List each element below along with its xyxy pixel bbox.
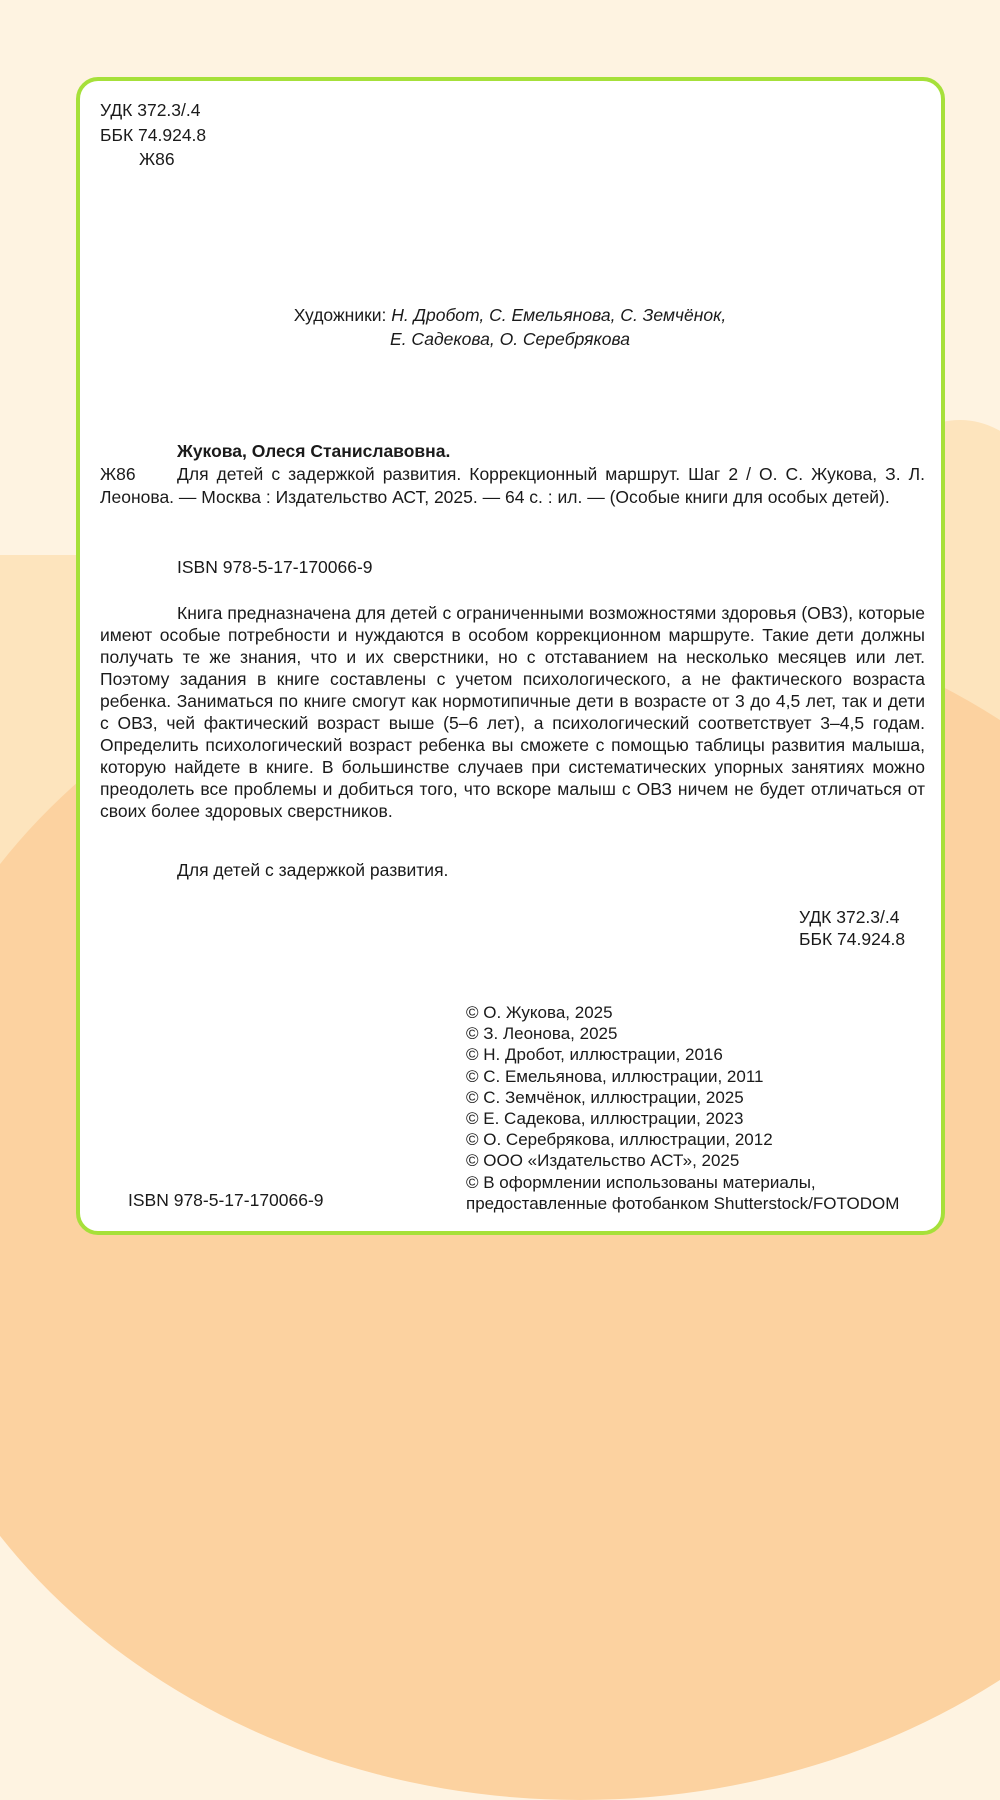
udk-top: УДК 372.3/.4 xyxy=(100,100,201,120)
isbn-main: ISBN 978-5-17-170066-9 xyxy=(177,557,373,577)
annotation-text: Книга предназначена для детей с ограниченными возможностями здоровья (ОВЗ), которые имеют особые потребности и нуждаются в особом коррекционном маршруте. Такие дети должны получать те же знания, что и их сверстники, но с отставанием на несколько месяцев или лет. Поэтому задания в книге составлены с учетом психологического, а не фактического возраста ребенка. Заниматься по книге смогут как нормотипичные дети в возрасте от 3 до 4,5 лет, так и дети с ОВЗ, чей фактический возраст выше (5–6 лет), а психологический соответствует 3–4,5 годам. Определить психологический возраст ребенка вы сможете с помощью таблицы развития малыша, которую найдете в книге. В большинстве случаев при систематических упорных занятиях можно преодолеть все проблемы и добиться того, что вскоре малыш с ОВЗ ничем не будет отличаться от своих более здоровых сверстников. xyxy=(100,603,925,821)
artists-names-2: Е. Садекова, О. Серебрякова xyxy=(390,329,630,349)
artists-line-1 xyxy=(160,303,860,327)
bbk-right: ББК 74.924.8 xyxy=(799,929,906,949)
bibliographic-author: Жукова, Олеся Станиславовна. xyxy=(177,441,451,461)
bbk-top: ББК 74.924.8 xyxy=(100,125,207,145)
audience-note: Для детей с задержкой развития. xyxy=(177,860,449,880)
copyright-line: © З. Леонова, 2025 xyxy=(466,1024,618,1044)
copyright-line: © С. Земчёнок, иллюстрации, 2025 xyxy=(466,1087,744,1107)
classification-codes-right xyxy=(799,906,924,950)
author-mark-top: Ж86 xyxy=(139,149,175,169)
artists-names-1: Н. Дробот, С. Емельянова, С. Земчёнок, xyxy=(391,305,727,325)
copyright-line: © О. Серебрякова, иллюстрации, 2012 xyxy=(466,1130,773,1150)
artists-label: Художники: xyxy=(293,305,387,325)
artists-line-2 xyxy=(160,327,860,351)
copyright-line: © Н. Дробот, иллюстрации, 2016 xyxy=(466,1045,723,1065)
copyright-line: © О. Жукова, 2025 xyxy=(466,1003,613,1022)
bibliographic-entry xyxy=(100,463,925,509)
bibliographic-entry-text: Для детей с задержкой развития. Коррекционный маршрут. Шаг 2 / О. С. Жукова, З. Л. Леонова. — Москва : Издательство АСТ, 2025. — 64 с. : ил. — (Особые книги для особых детей). xyxy=(100,464,925,507)
isbn-bottom: ISBN 978-5-17-170066-9 xyxy=(128,1190,324,1210)
copyright-line: предоставленные фотобанком Shutterstock/FOTODOM xyxy=(466,1193,900,1213)
udk-right: УДК 372.3/.4 xyxy=(799,907,900,927)
copyright-line: © В оформлении использованы материалы, xyxy=(466,1172,816,1192)
artists-credit xyxy=(160,303,860,351)
bibliographic-code: Ж86 xyxy=(100,464,136,484)
copyright-list xyxy=(466,1002,899,1214)
copyright-line: © Е. Садекова, иллюстрации, 2023 xyxy=(466,1109,744,1129)
copyright-line: © ООО «Издательство АСТ», 2025 xyxy=(466,1151,740,1171)
bibliographic-record xyxy=(100,440,925,509)
copyright-line: © С. Емельянова, иллюстрации, 2011 xyxy=(466,1066,764,1086)
